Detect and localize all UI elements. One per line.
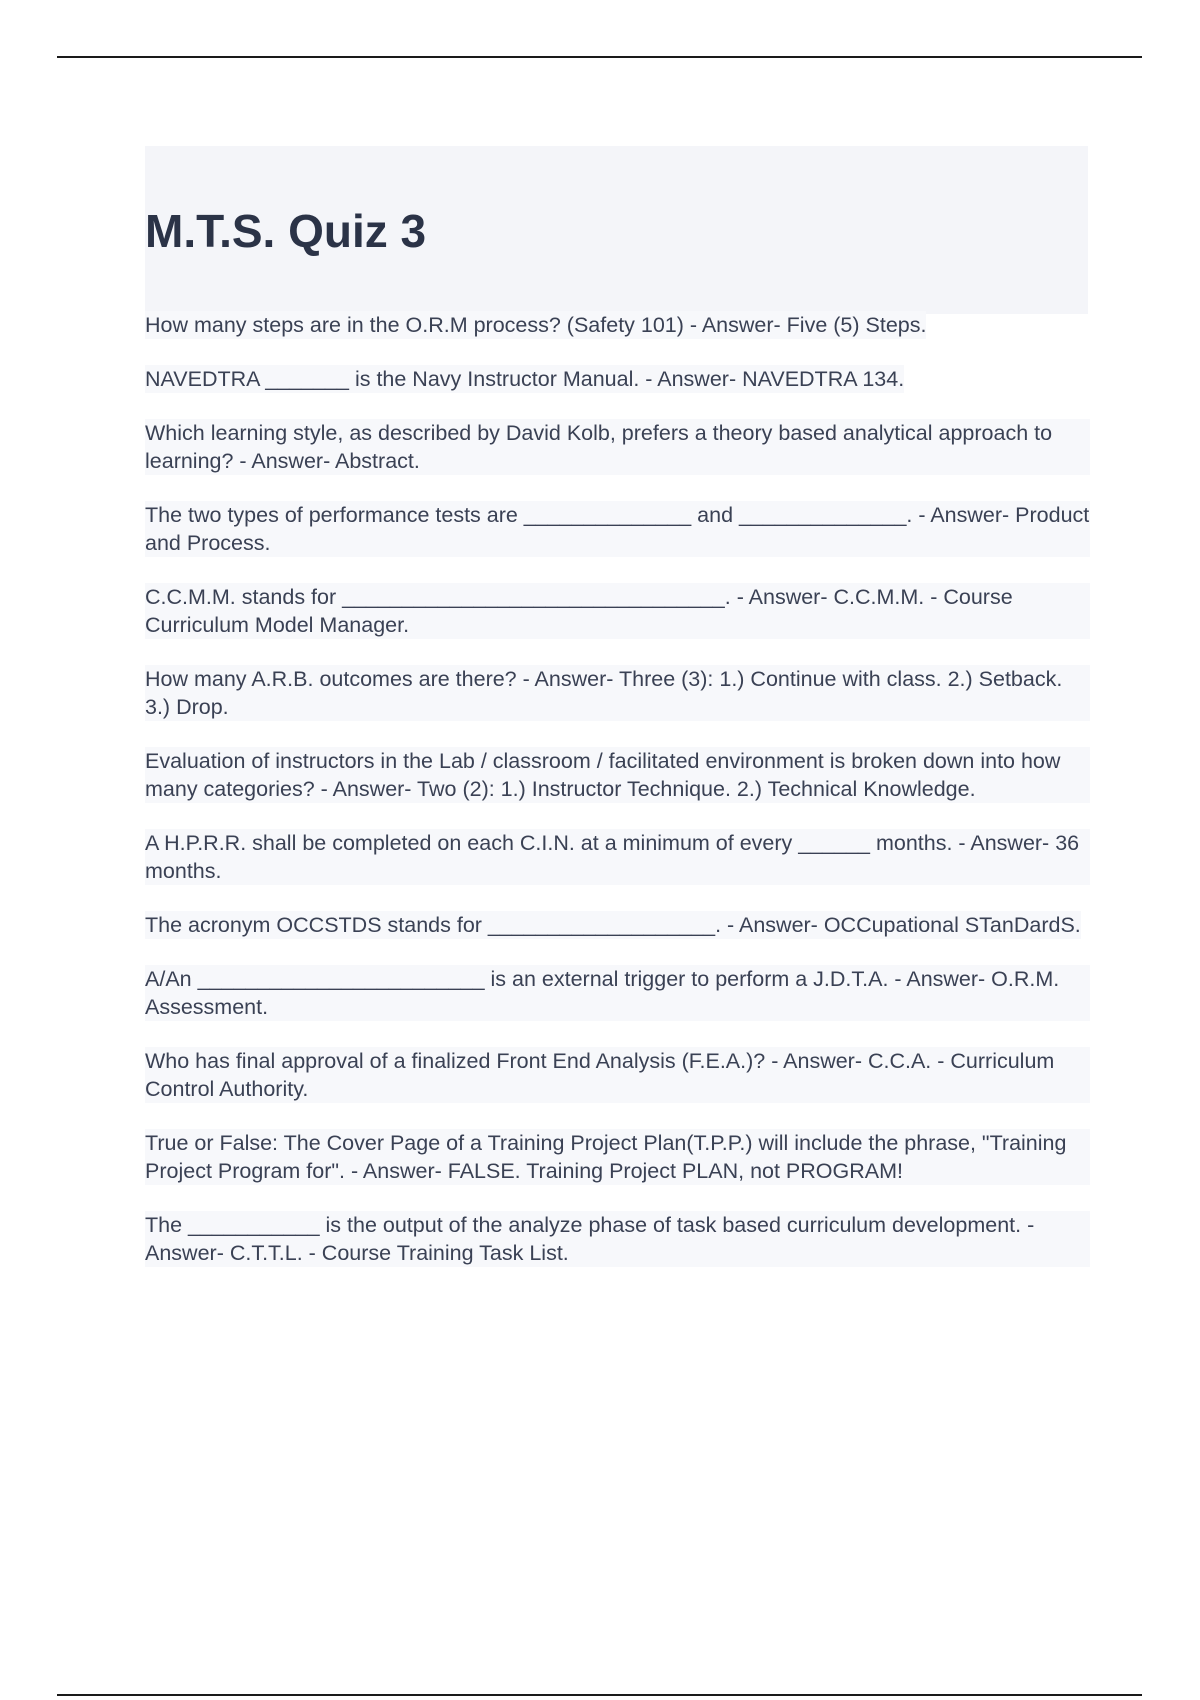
qa-item-3: Which learning style, as described by David Kolb, prefers a theory based analytical approach to learning? - Answer- Abstract. (145, 419, 1090, 475)
qa-item-10: A/An ________________________ is an external trigger to perform a J.D.T.A. - Answer- O.R.M. Assessment. (145, 965, 1090, 1021)
qa-item-12: True or False: The Cover Page of a Training Project Plan(T.P.P.) will include the phrase, "Training Project Program for". - Answer- FALSE. Training Project PLAN, not PROGRAM! (145, 1129, 1090, 1185)
bottom-rule (57, 1694, 1142, 1696)
qa-item-1: How many steps are in the O.R.M process? (Safety 101) - Answer- Five (5) Steps. (145, 313, 927, 337)
qa-item-2: NAVEDTRA _______ is the Navy Instructor Manual. - Answer- NAVEDTRA 134. (145, 367, 905, 391)
qa-item-11: Who has final approval of a finalized Front End Analysis (F.E.A.)? - Answer- C.C.A. - Curriculum Control Authority. (145, 1047, 1090, 1103)
qa-item-4: The two types of performance tests are ______________ and ______________. - Answer- Product and Process. (145, 503, 1090, 555)
qa-item-13: The ___________ is the output of the analyze phase of task based curriculum development. - Answer- C.T.T.L. - Course Training Task List. (145, 1211, 1090, 1267)
qa-item-8: A H.P.R.R. shall be completed on each C.I.N. at a minimum of every ______ months. - Answer- 36 months. (145, 829, 1090, 885)
qa-item-9: The acronym OCCSTDS stands for ___________________. - Answer- OCCupational STanDardS. (145, 913, 1081, 937)
qa-list (145, 311, 1090, 1293)
qa-item-7: Evaluation of instructors in the Lab / classroom / facilitated environment is broken down into how many categories? - Answer- Two (2): 1.) Instructor Technique. 2.) Technical Knowledge. (145, 747, 1090, 803)
page-title: M.T.S. Quiz 3 (145, 205, 427, 257)
qa-item-5: C.C.M.M. stands for ________________________________. - Answer- C.C.M.M. - Course Curriculum Model Manager. (145, 583, 1090, 639)
qa-item-6: How many A.R.B. outcomes are there? - Answer- Three (3): 1.) Continue with class. 2.) Setback. 3.) Drop. (145, 665, 1090, 721)
top-rule (57, 56, 1142, 58)
